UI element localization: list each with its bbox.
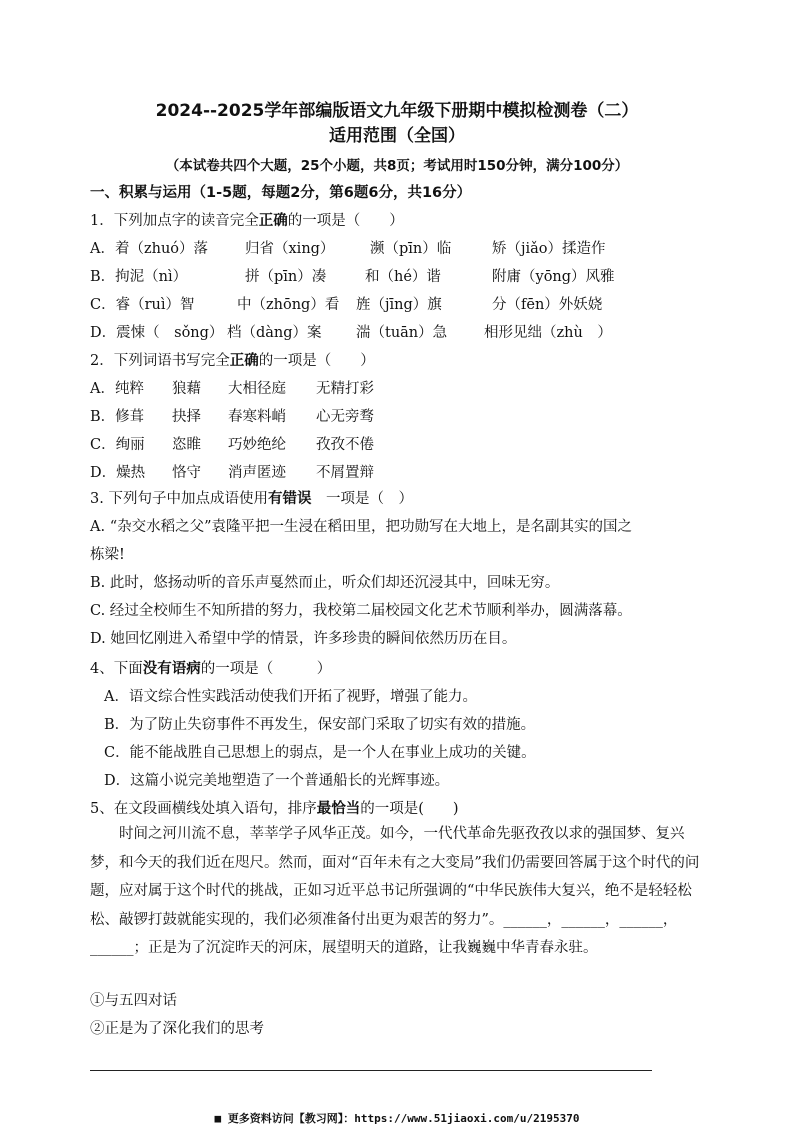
q2-c-4: 孜孜不倦 xyxy=(316,437,374,453)
q2-d-4: 不屑置辩 xyxy=(316,465,374,481)
q1-c-4: 分（fēn）外妖娆 xyxy=(492,297,603,313)
q1-stem-end: 的一项是（ ） xyxy=(287,213,404,229)
q2-a-1: A．纯粹 xyxy=(90,381,144,397)
q2-c-3: 巧妙绝纶 xyxy=(228,437,286,453)
q2-stem-text: 2．下列词语书写完全 xyxy=(90,353,230,369)
q1-d-2: 档（dàng）案 xyxy=(227,325,322,341)
q2-b-3: 春寒料峭 xyxy=(228,409,286,425)
q3-stem-emphasis: 有错误 xyxy=(267,491,312,507)
exam-scope: 适用范围（全国） xyxy=(329,126,465,146)
q3-stem-end: 一项是（ ） xyxy=(311,491,413,507)
q3-option-a-line2: 栋梁! xyxy=(90,547,125,563)
exam-info: （本试卷共四个大题，25个小题，共8页；考试用时150分钟，满分100分） xyxy=(165,158,629,174)
q1-b-2: 拼（pīn）凑 xyxy=(245,269,327,285)
q5-stem-end: 的一项是( ) xyxy=(360,801,459,817)
q1-a-2: 归省（xing） xyxy=(245,241,335,257)
q1-b-1: B．拘泥（nì） xyxy=(90,269,188,285)
q1-c-2: 中（zhōng）看 xyxy=(237,297,340,313)
q4-option-b: B．为了防止失窃事件不再发生，保安部门采取了切实有效的措施。 xyxy=(104,717,536,733)
q1-a-4: 矫（jiǎo）揉造作 xyxy=(492,241,606,257)
q5-stem-text: 5、在文段画横线处填入语句，排序 xyxy=(90,801,317,817)
q4-option-a: A．语文综合性实践活动使我们开拓了视野，增强了能力。 xyxy=(104,689,477,705)
q1-d-1: D．震悚（ sǒng） xyxy=(90,325,224,341)
q3-stem-text: 3. 下列句子中加点成语使用 xyxy=(90,491,268,507)
q2-b-4: 心无旁骛 xyxy=(316,409,374,425)
q1-stem xyxy=(90,209,404,230)
q5-passage: 时间之河川流不息，莘莘学子风华正茂。如今，一代代革命先驱孜孜以求的强国梦、复兴梦，和今天的我们近在咫尺。然而，面对“百年未有之大变局”我们仍需要回答属于这个时代的问题，应对属于这个时代的挑战，正如习近平总书记所强调的“中华民族伟大复兴，绝不是轻轻松松、敲锣打鼓就能实现的，我们必须准备付出更为艰苦的努力”。______，______，______，______；正是为了沉淀昨天的河床，展望明天的道路，让我巍巍中华青春永驻。 xyxy=(90,826,700,956)
q4-stem-end: 的一项是（ ） xyxy=(200,661,332,677)
q2-a-4: 无精打彩 xyxy=(316,381,374,397)
q4-option-d: D．这篇小说完美地塑造了一个普通船长的光辉事迹。 xyxy=(104,773,450,789)
q2-c-1: C．绚丽 xyxy=(90,437,145,453)
q3-option-c: C. 经过全校师生不知所措的努力，我校第二届校园文化艺术节顺利举办，圆满落幕。 xyxy=(90,603,632,619)
q3-stem xyxy=(90,487,413,508)
footer-link[interactable]: ■ 更多资料访问【教习网】：https://www.51jiaoxi.com/u/2195370 xyxy=(214,1112,580,1125)
q1-stem-emphasis: 正确 xyxy=(258,213,288,229)
q5-item-1: ①与五四对话 xyxy=(90,993,177,1009)
q2-c-2: 恣睢 xyxy=(172,437,201,453)
q1-c-3: 旌（jīng）旗 xyxy=(356,297,442,313)
q2-d-2: 恪守 xyxy=(172,465,201,481)
q3-option-d: D. 她回忆刚进入希望中学的情景，许多珍贵的瞬间依然历历在目。 xyxy=(90,631,517,647)
q1-a-1: A．着（zhuó）落 xyxy=(90,241,209,257)
q2-stem-emphasis: 正确 xyxy=(229,353,259,369)
q4-stem xyxy=(90,657,331,678)
q1-c-1: C．睿（ruì）智 xyxy=(90,297,195,313)
q1-stem-text: 1．下列加点字的读音完全 xyxy=(90,213,259,229)
q1-d-3: 湍（tuān）急 xyxy=(356,325,448,341)
q2-d-1: D．燥热 xyxy=(90,465,146,481)
q5-stem xyxy=(90,797,459,818)
q3-option-b: B. 此时，悠扬动听的音乐声戛然而止，听众们却还沉浸其中，回味无穷。 xyxy=(90,575,560,591)
q2-b-2: 抉择 xyxy=(172,409,201,425)
q2-d-3: 消声匿迹 xyxy=(228,465,286,481)
q2-b-1: B．修葺 xyxy=(90,409,145,425)
q1-a-3: 濒（pīn）临 xyxy=(370,241,452,257)
q1-b-3: 和（hé）谐 xyxy=(365,269,441,285)
q4-option-c: C．能不能战胜自己思想上的弱点，是一个人在事业上成功的关键。 xyxy=(104,745,536,761)
exam-title: 2024--2025学年部编版语文九年级下册期中模拟检测卷（二） xyxy=(155,101,639,121)
q2-a-2: 狼藉 xyxy=(172,381,201,397)
section-heading: 一、积累与运用（1-5题，每题2分，第6题6分，共16分） xyxy=(90,185,472,201)
q5-stem-emphasis: 最恰当 xyxy=(316,801,361,817)
q4-stem-text: 4、下面 xyxy=(90,661,143,677)
q2-a-3: 大相径庭 xyxy=(228,381,286,397)
page-divider xyxy=(90,1070,652,1071)
q2-stem-end: 的一项是（ ） xyxy=(258,353,375,369)
q2-stem xyxy=(90,349,375,370)
q5-item-2: ②正是为了深化我们的思考 xyxy=(90,1021,264,1037)
q4-stem-emphasis: 没有语病 xyxy=(142,661,201,677)
q1-b-4: 附庸（yōng）风雅 xyxy=(492,269,615,285)
q3-option-a-line1: A. “杂交水稻之父”袁隆平把一生浸在稻田里，把功勋写在大地上，是名副其实的国之 xyxy=(90,519,633,535)
q1-d-4: 相形见绌（zhù ） xyxy=(484,325,612,341)
